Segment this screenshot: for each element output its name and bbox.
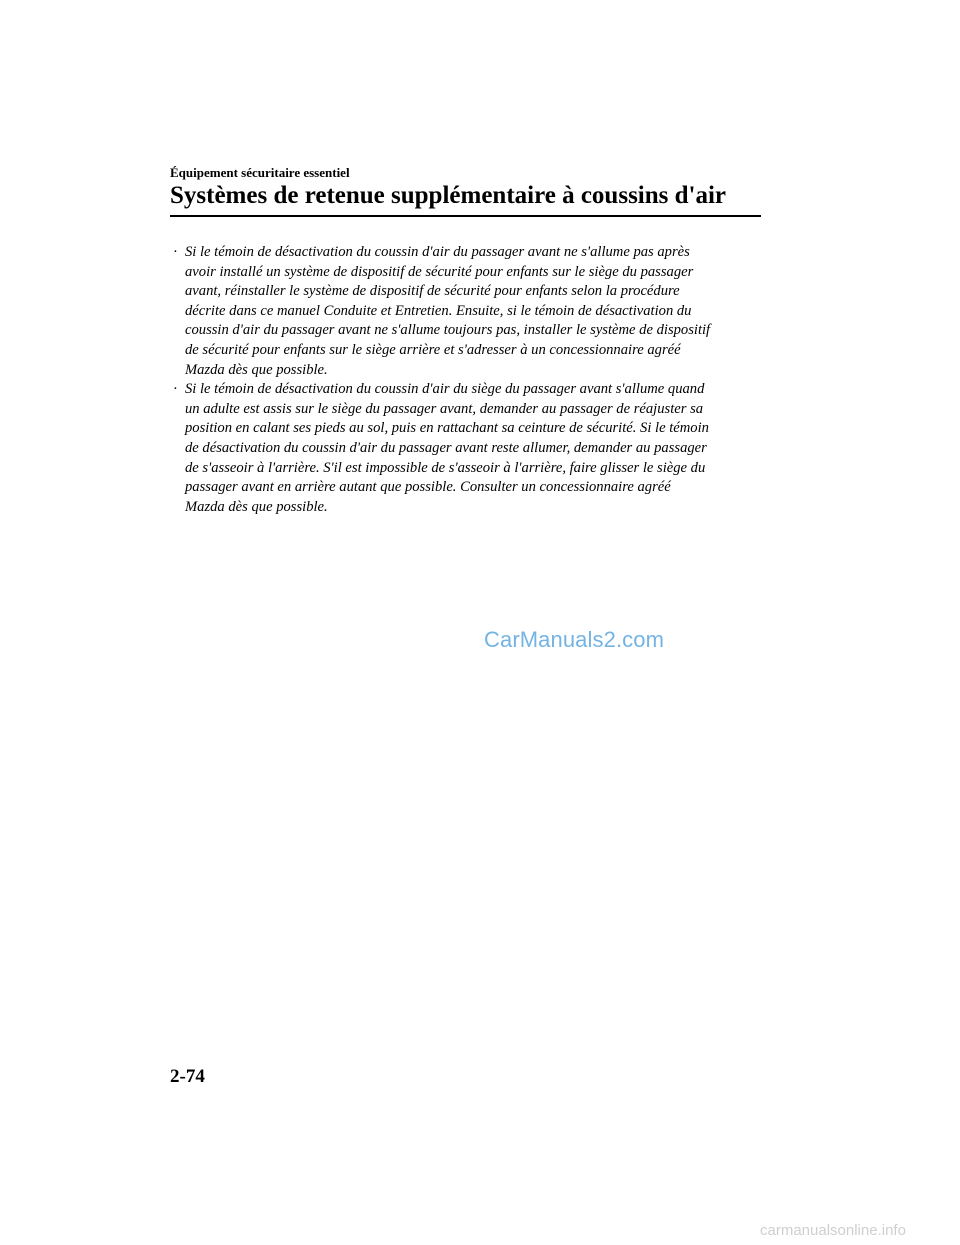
text-line: position en calant ses pieds au sol, puis en rattachant sa ceinture de sécurité. Si le témoin: [185, 420, 709, 437]
chapter-title: Systèmes de retenue supplémentaire à coussins d'air: [170, 182, 727, 209]
text-line: Si le témoin de désactivation du coussin d'air du passager avant ne s'allume pas après: [185, 244, 690, 260]
bullet-item-1: [170, 243, 765, 380]
text-line: avant, réinstaller le système de dispositif de sécurité pour enfants selon la procédure: [185, 283, 680, 300]
page-number: 2-74: [170, 1066, 205, 1087]
section-label: Équipement sécuritaire essentiel: [170, 165, 350, 180]
text-line: Mazda dès que possible.: [185, 498, 328, 515]
text-line: avoir installé un système de dispositif de sécurité pour enfants sur le siège du passager: [185, 263, 694, 280]
text-line: de désactivation du coussin d'air du passager avant reste allumer, demander au passager: [185, 439, 707, 456]
title-rule: [170, 215, 761, 217]
site-watermark: carmanualsonline.info: [760, 1222, 906, 1239]
bullet-mark: ·: [173, 381, 178, 398]
text-line: un adulte est assis sur le siège du passager avant, demander au passager de réajuster sa: [185, 400, 704, 417]
text-line: décrite dans ce manuel Conduite et Entretien. Ensuite, si le témoin de désactivation du: [185, 302, 692, 319]
bullet-mark: ·: [173, 244, 178, 260]
bullet-list: [170, 243, 765, 517]
bullet-text: [185, 243, 765, 380]
text-line: coussin d'air du passager avant ne s'allume toujours pas, installer le système de dispositif: [185, 322, 711, 339]
carmanuals-watermark: CarManuals2.com: [484, 627, 665, 652]
bullet-item-2: [170, 380, 765, 517]
bullet-text: [185, 380, 765, 517]
text-line: de s'asseoir à l'arrière. S'il est impossible de s'asseoir à l'arrière, faire glisser le siège du: [185, 459, 706, 476]
text-line: passager avant en arrière autant que possible. Consulter un concessionnaire agréé: [185, 479, 671, 496]
text-line: de sécurité pour enfants sur le siège arrière et s'adresser à un concessionnaire agréé: [185, 341, 681, 358]
text-line: Si le témoin de désactivation du coussin d'air du siège du passager avant s'allume quand: [185, 381, 705, 398]
text-line: Mazda dès que possible.: [185, 361, 328, 378]
